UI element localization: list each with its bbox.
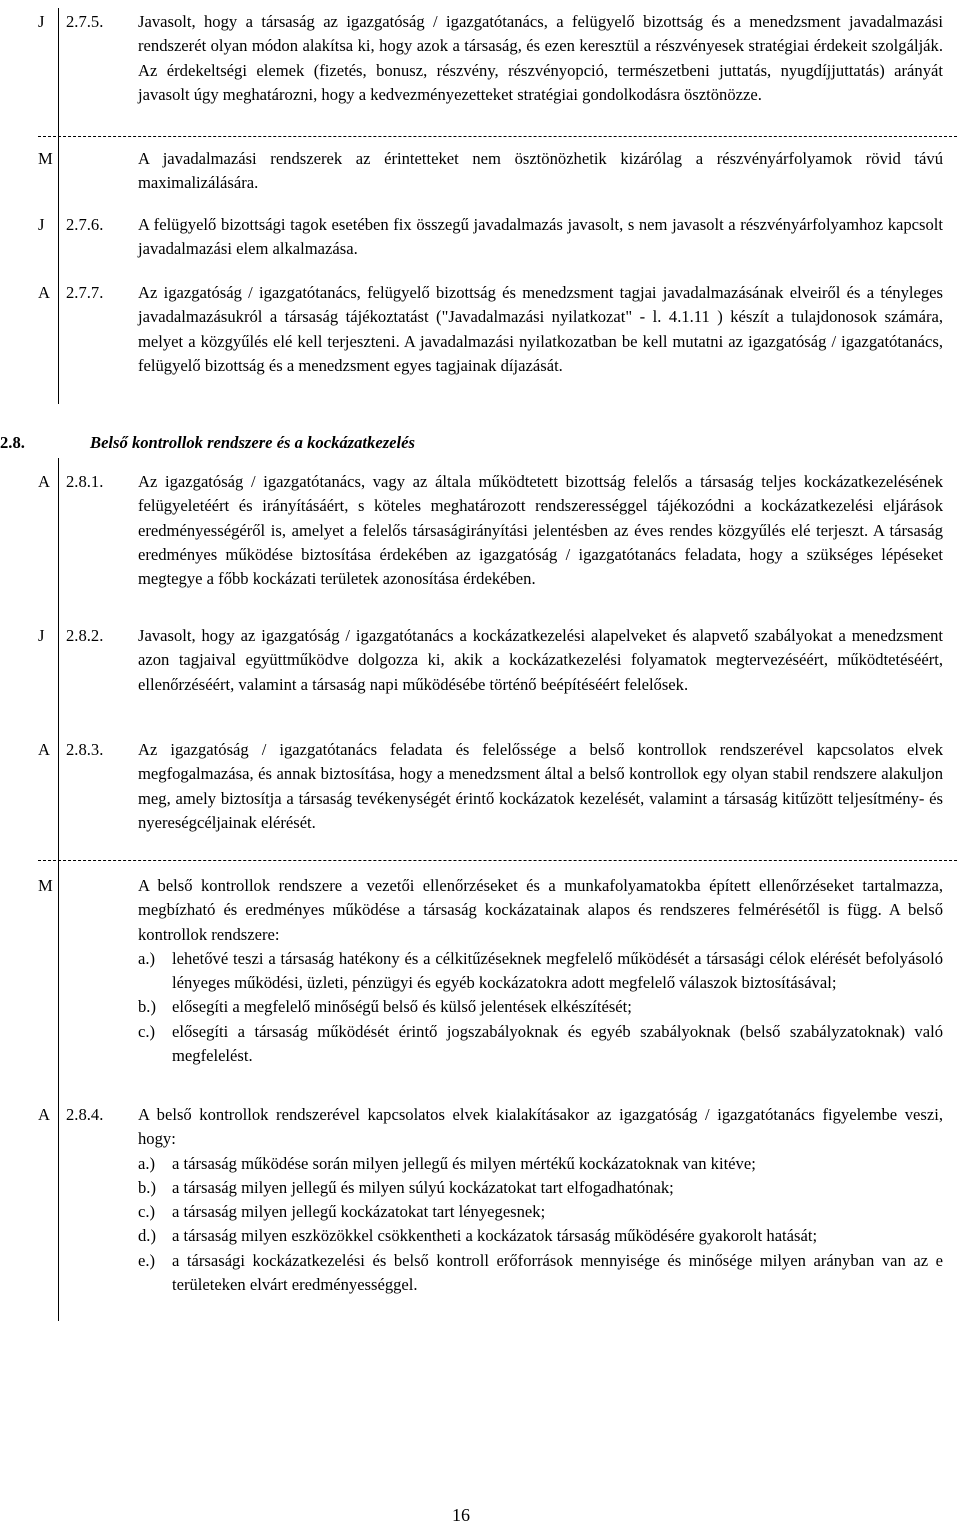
paragraph: A belső kontrollok rendszere a vezetői ellenőrzéseket és a munkafolyamatokba épített ellenőrzéseket tartalmazza, megbízható és eredményes működése a társaság kockázatainak alapos és rendszeres felmérésétől is függ. A belső kontrollok rendszere: [138, 876, 943, 944]
section-number: 2.7.6. [66, 215, 104, 234]
paragraph: Az igazgatóság / igazgatótanács, vagy az általa működtetett bizottság felelős a társaság teljes kockázatkezelésének felügyeletéért és irányításáért, s köteles meghatározott rendszerességgel tájékozódni a kockázatkezelési eljárások eredményességéről is, amelyet a felelős társaságirányítási jelentésben az éves rendes közgyűlés elé terjeszt. A társaság eredményes működése biztosítása érdekében az igazgatóság / igazgatótanács feladata, hogy a szükséges lépéseket megtegye a főbb kockázati területek azonosítása érdekében. [138, 472, 943, 589]
section-code: J [38, 12, 45, 31]
section-code: J [38, 626, 45, 645]
list-item-label: d.) [138, 1226, 156, 1246]
section-text [138, 1103, 943, 1297]
heading-number: 2.8. [0, 433, 25, 452]
list-item-label: c.) [138, 1021, 156, 1041]
paragraph: A javadalmazási rendszerek az érintetteket nem ösztönözhetik kizárólag a részvényárfolyamok rövid távú maximalizálására. [138, 149, 943, 193]
list-item-label: a.) [138, 948, 156, 968]
section-text [138, 738, 943, 835]
list-item-label: c.) [138, 1202, 156, 1222]
section-number: 2.7.7. [66, 283, 104, 302]
section-text [138, 213, 943, 262]
list-item [138, 1224, 943, 1248]
list-item-text: elősegíti a megfelelő minőségű belső és külső jelentések elkészítését; [172, 997, 632, 1017]
section-code: M [38, 149, 53, 168]
list-item-text: elősegíti a társaság működését érintő jogszabályoknak és egyéb szabályoknak (belső szabályzatoknak) való megfelelést. [172, 1021, 943, 1066]
section-code: A [38, 472, 50, 491]
section-text [138, 470, 943, 591]
list-item-label: a.) [138, 1153, 156, 1173]
list-item [138, 1249, 943, 1298]
paragraph: Javasolt, hogy az igazgatóság / igazgatótanács a kockázatkezelési alapelveket és alapvető szabályokat a menedzsment azon tagjaival együttműködve dolgozza ki, akik a kockázatkezelési folyamatok megtervezéséért, működtetéséért, ellenőrzéséért, valamint a társaság napi működésébe történő beépítéséért felelősek. [138, 626, 943, 694]
list-item [138, 1152, 943, 1176]
section-text [138, 624, 943, 697]
section-number: 2.8.3. [66, 740, 104, 759]
heading-title: Belső kontrollok rendszere és a kockázatkezelés [90, 433, 415, 452]
page-number: 16 [452, 1505, 470, 1525]
section-text [138, 147, 943, 196]
list-item-text: lehetővé teszi a társaság hatékony és a célkitűzéseknek megfelelő működését a társasági célok elérését befolyásoló lényeges működési, üzleti, pénzügyi és egyéb kockázatokra adott megfelelő válaszok biztosításával; [172, 948, 943, 993]
section-code: M [38, 876, 53, 895]
list-item [138, 1176, 943, 1200]
section-code: J [38, 215, 45, 234]
section-code: A [38, 740, 50, 759]
left-margin-rule [58, 8, 59, 404]
list-item [138, 947, 943, 996]
section-number: 2.8.1. [66, 472, 104, 491]
list-item-label: e.) [138, 1250, 156, 1270]
section-text [138, 10, 943, 107]
section-text [138, 874, 943, 1068]
paragraph: A felügyelő bizottsági tagok esetében fix összegű javadalmazás javasolt, s nem javasolt a részvényárfolyamhoz kapcsolt javadalmazási elem alkalmazása. [138, 215, 943, 259]
paragraph: Az igazgatóság / igazgatótanács, felügyelő bizottság és menedzsment tagjai javadalmazásának elveiről és a tényleges javadalmazásukról a társaság tájékoztatást ("Javadalmazási nyilatkozat" - l. 4.1.11 ) készít a tulajdonosok számára, melyet a közgyűlés elé kell terjeszteni. A javadalmazási nyilatkozatban be kell mutatni az igazgatóság / igazgatótanács, felügyelő bizottság és a menedzsment egyes tagjainak díjazását. [138, 283, 943, 375]
section-code: A [38, 1105, 50, 1124]
list-item-text: a társaság milyen eszközökkel csökkentheti a kockázatok társaság működésére gyakorolt hatását; [172, 1226, 818, 1246]
section-number: 2.8.4. [66, 1105, 104, 1124]
section-number: 2.8.2. [66, 626, 104, 645]
list-item-text: a társaság milyen jellegű kockázatokat tart lényegesnek; [172, 1202, 546, 1222]
paragraph: A belső kontrollok rendszerével kapcsolatos elvek kialakításakor az igazgatóság / igazgatótanács figyelembe veszi, hogy: [138, 1105, 943, 1149]
section-code: A [38, 283, 50, 302]
list-item-text: a társaság működése során milyen jellegű és milyen mértékű kockázatoknak van kitéve; [172, 1153, 756, 1173]
section-separator [38, 136, 957, 137]
list-item [138, 995, 943, 1019]
list-item [138, 1200, 943, 1224]
section-text [138, 281, 943, 378]
list-item-label: b.) [138, 1177, 156, 1197]
paragraph: Az igazgatóság / igazgatótanács feladata és felelőssége a belső kontrollok rendszerével kapcsolatos elvek megfogalmazása, és annak biztosítása, hogy a menedzsment által a belső kontrollok egy olyan stabil rendszere alakuljon meg, amely biztosítja a társaság tevékenységét érintő kockázatok kezelését, valamint a társaság kitűzött teljesítmény- és nyereségcéljainak elérését. [138, 740, 943, 832]
section-number: 2.7.5. [66, 12, 104, 31]
list-item [138, 1020, 943, 1069]
section-separator [38, 860, 957, 861]
list-item-label: b.) [138, 997, 156, 1017]
list-item-text: a társasági kockázatkezelési és belső kontroll erőforrások mennyisége és minősége milyen arányban van az e területeken elvárt eredményességgel. [172, 1250, 943, 1295]
left-margin-rule [58, 458, 59, 1321]
list-item-text: a társaság milyen jellegű és milyen súlyú kockázatokat tart elfogadhatónak; [172, 1177, 674, 1197]
paragraph: Javasolt, hogy a társaság az igazgatóság / igazgatótanács, a felügyelő bizottság és a menedzsment javadalmazási rendszerét olyan módon alakítsa ki, hogy azok a társaság, és ezen keresztül a részvényesek stratégiai érdekeit szolgálják. Az érdekeltségi elemek (fizetés, bonusz, részvény, részvényopció, természetbeni juttatás, nyugdíjjuttatás) arányát javasolt úgy meghatározni, hogy a kedvezményezetteket stratégiai gondolkodásra ösztönözze. [138, 12, 943, 104]
